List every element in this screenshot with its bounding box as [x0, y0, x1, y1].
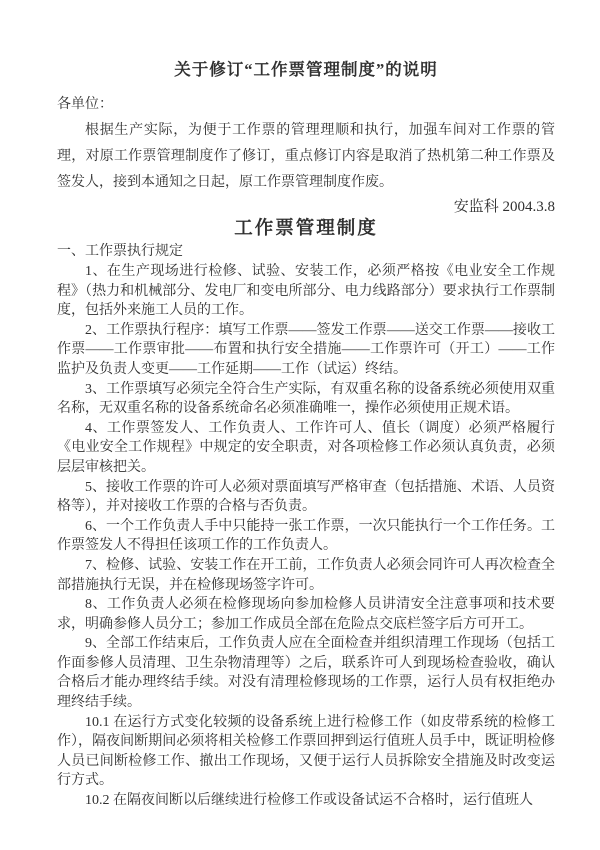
- regulation-item-3: 3、工作票填写必须完全符合生产实际，有双重名称的设备系统必须使用双重名称，无双重名称的设备系统命名必须准确唯一，操作必须使用正规术语。: [57, 381, 555, 417]
- notice-title: 关于修订“工作票管理制度”的说明: [174, 60, 438, 79]
- regulation-item-10-1: 10.1 在运行方式变化较频的设备系统上进行检修工作（如皮带系统的检修工作），隔夜间断期间必须将相关检修工作票回押到运行值班人员手中，既证明检修人员已间断检修工作、撤出工作现场，又便于运行人员拆除安全措施及时改变运行方式。: [57, 714, 555, 789]
- regulation-title: 工作票管理制度: [234, 219, 378, 239]
- regulation-item-8: 8、工作负责人必须在检修现场向参加检修人员讲清安全注意事项和技术要求，明确参修人员分工；参加工作成员全部在危险点交底栏签字后方可开工。: [57, 597, 555, 632]
- regulation-item-10-2: 10.2 在隔夜间断以后继续进行检修工作或设备试运不合格时，运行值班人: [85, 793, 533, 809]
- regulation-item-2: 2、工作票执行程序：填写工作票——签发工作票——送交工作票——接收工作票——工作票审批——布置和执行安全措施——工作票许可（开工）——工作监护及负责人变更——工作延期——工作（试运）终结。: [57, 322, 555, 377]
- regulation-item-9: 9、全部工作结束后，工作负责人应在全面检查并组织清理工作现场（包括工作面参修人员清理、卫生杂物清理等）之后，联系许可人到现场检查验收，确认合格后才能办理终结手续。对没有清理检修现场的工作票，运行人员有权拒绝办理终结手续。: [57, 636, 555, 711]
- notice-signature: 安监科 2004.3.8: [453, 199, 555, 215]
- notice-paragraph: 根据生产实际，为便于工作票的管理理顺和执行，加强车间对工作票的管理，对原工作票管理制度作了修订，重点修订内容是取消了热机第二种工作票及签发人，接到本通知之日起，原工作票管理制度作废。: [57, 123, 555, 190]
- regulation-item-7: 7、检修、试验、安装工作在开工前，工作负责人必须会同许可人再次检查全部措施执行无误，并在检修现场签字许可。: [57, 557, 555, 593]
- regulation-item-5: 5、接收工作票的许可人必须对票面填写严格审查（包括措施、术语、人员资格等），并对接收工作票的合格与否负责。: [57, 479, 555, 515]
- regulation-section-heading: 一、工作票执行规定: [57, 244, 183, 259]
- regulation-item-6: 6、一个工作负责人手中只能持一张工作票，一次只能执行一个工作任务。工作票签发人不得担任该项工作的工作负责人。: [57, 518, 555, 554]
- notice-salutation: 各单位：: [57, 97, 113, 112]
- regulation-item-4: 4、工作票签发人、工作负责人、工作许可人、值长（调度）必须严格履行《电业安全工作规程》中规定的安全职责，对各项检修工作必须认真负责，必须层层审核把关。: [57, 420, 555, 475]
- regulation-item-1: 1、在生产现场进行检修、试验、安装工作，必须严格按《电业安全工作规程》（热力和机械部分、发电厂和变电所部分、电力线路部分）要求执行工作票制度，包括外来施工人员的工作。: [57, 264, 555, 319]
